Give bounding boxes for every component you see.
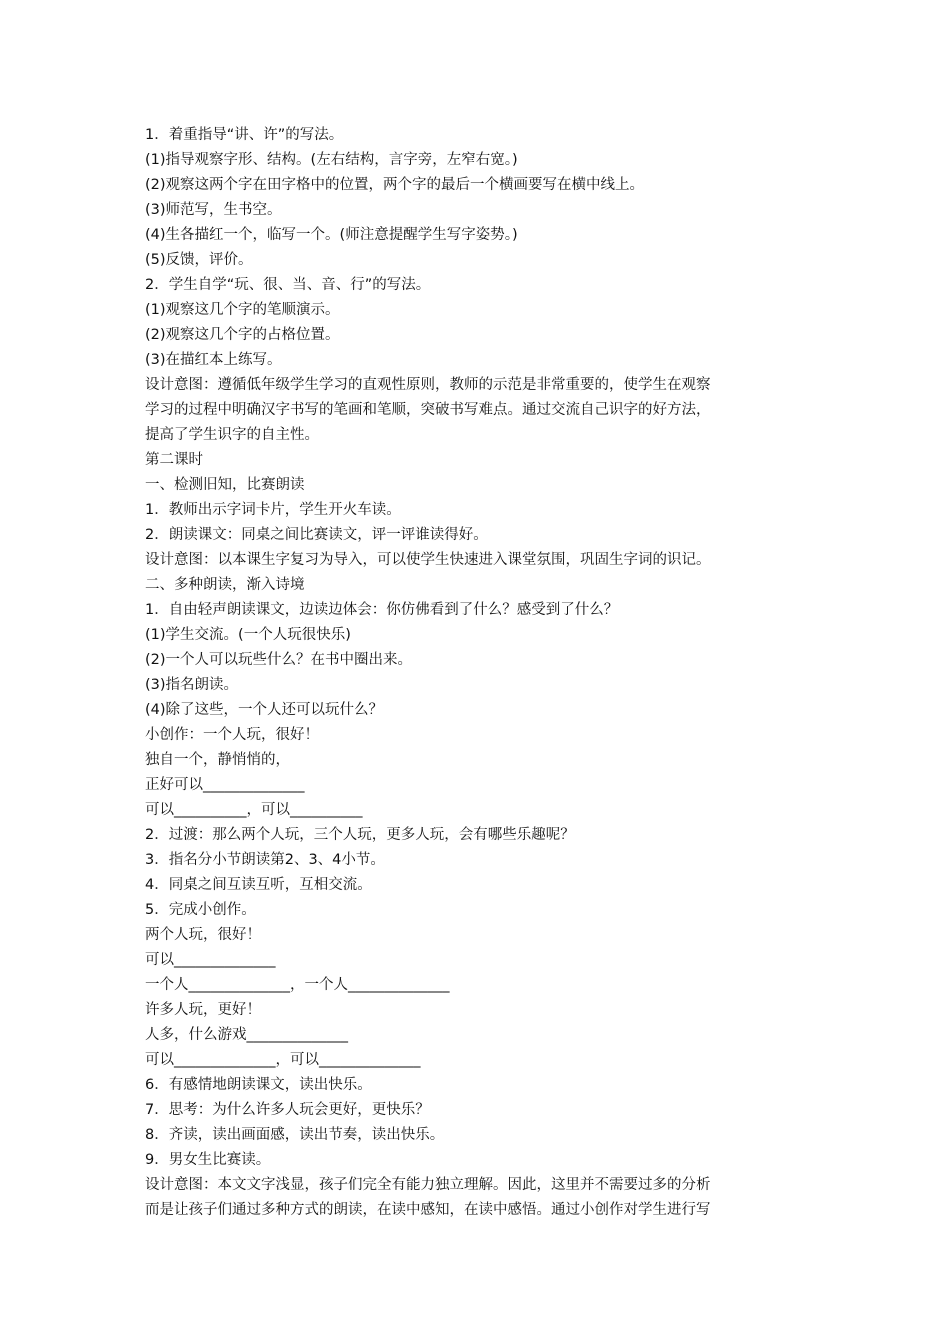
- text-line: 1．自由轻声朗读课文，边读边体会：你仿佛看到了什么？感受到了什么？: [145, 602, 619, 618]
- text-line: 独自一个，静悄悄的，: [145, 752, 290, 768]
- text-line: 2．学生自学“玩、很、当、音、行”的写法。: [145, 277, 431, 293]
- text-line: 3．指名分小节朗读第2、3、4小节。: [145, 852, 385, 868]
- text-line: 许多人玩，更好！: [145, 1002, 261, 1018]
- text-line: 7．思考：为什么许多人玩会更好，更快乐？: [145, 1102, 430, 1118]
- text-line: 1．教师出示字词卡片，学生开火车读。: [145, 502, 401, 518]
- text-line: (4)除了这些，一个人还可以玩什么？: [145, 702, 384, 718]
- text-line: (3)指名朗读。: [145, 677, 239, 693]
- text-line: (5)反馈，评价。: [145, 252, 253, 268]
- section-heading: 一、检测旧知，比赛朗读: [145, 477, 305, 493]
- text-line: (3)师范写，生书空。: [145, 202, 282, 218]
- fill-blank-line: 可以______________: [145, 952, 276, 968]
- text-line: (2)观察这几个字的占格位置。: [145, 327, 340, 343]
- fill-blank-line: 人多，什么游戏______________: [145, 1027, 348, 1043]
- text-line: 6．有感情地朗读课文，读出快乐。: [145, 1077, 372, 1093]
- text-line: (2)观察这两个字在田字格中的位置，两个字的最后一个横画要写在横中线上。: [145, 177, 645, 193]
- text-line: 1．着重指导“讲、许”的写法。: [145, 127, 344, 143]
- text-line: (1)观察这几个字的笔顺演示。: [145, 302, 340, 318]
- text-line: (3)在描红本上练写。: [145, 352, 282, 368]
- text-line: (1)学生交流。(一个人玩很快乐): [145, 627, 351, 643]
- text-line: 9．男女生比赛读。: [145, 1152, 271, 1168]
- text-line: 5．完成小创作。: [145, 902, 256, 918]
- text-line: 设计意图：以本课生字复习为导入，可以使学生快速进入课堂氛围，巩固生字词的识记。: [145, 552, 711, 568]
- text-line: (4)生各描红一个，临写一个。(师注意提醒学生写字姿势。): [145, 227, 518, 243]
- text-line: 两个人玩，很好！: [145, 927, 261, 943]
- text-line: 2．过渡：那么两个人玩，三个人玩，更多人玩，会有哪些乐趣呢？: [145, 827, 575, 843]
- text-line: 8．齐读，读出画面感，读出节奏，读出快乐。: [145, 1127, 445, 1143]
- section-title: 第二课时: [145, 452, 203, 468]
- text-line: 而是让孩子们通过多种方式的朗读，在读中感知，在读中感悟。通过小创作对学生进行写: [145, 1202, 711, 1218]
- fill-blank-line: 正好可以______________: [145, 777, 305, 793]
- document-body: [145, 123, 815, 1223]
- text-line: (1)指导观察字形、结构。(左右结构，言字旁，左窄右宽。): [145, 152, 518, 168]
- text-line: (2)一个人可以玩些什么？在书中圈出来。: [145, 652, 413, 668]
- text-line: 提高了学生识字的自主性。: [145, 427, 319, 443]
- fill-blank-line: 一个人______________，一个人______________: [145, 977, 450, 993]
- text-line: 小创作：一个人玩，很好！: [145, 727, 319, 743]
- fill-blank-line: 可以__________，可以__________: [145, 802, 363, 818]
- text-line: 4．同桌之间互读互听，互相交流。: [145, 877, 372, 893]
- text-line: 设计意图：本文文字浅显，孩子们完全有能力独立理解。因此，这里并不需要过多的分析: [145, 1177, 711, 1193]
- text-line: 学习的过程中明确汉字书写的笔画和笔顺，突破书写难点。通过交流自己识字的好方法，: [145, 402, 711, 418]
- section-heading: 二、多种朗读，渐入诗境: [145, 577, 305, 593]
- text-line: 2．朗读课文：同桌之间比赛读文，评一评谁读得好。: [145, 527, 488, 543]
- text-line: 设计意图：遵循低年级学生学习的直观性原则，教师的示范是非常重要的，使学生在观察: [145, 377, 711, 393]
- fill-blank-line: 可以______________，可以______________: [145, 1052, 421, 1068]
